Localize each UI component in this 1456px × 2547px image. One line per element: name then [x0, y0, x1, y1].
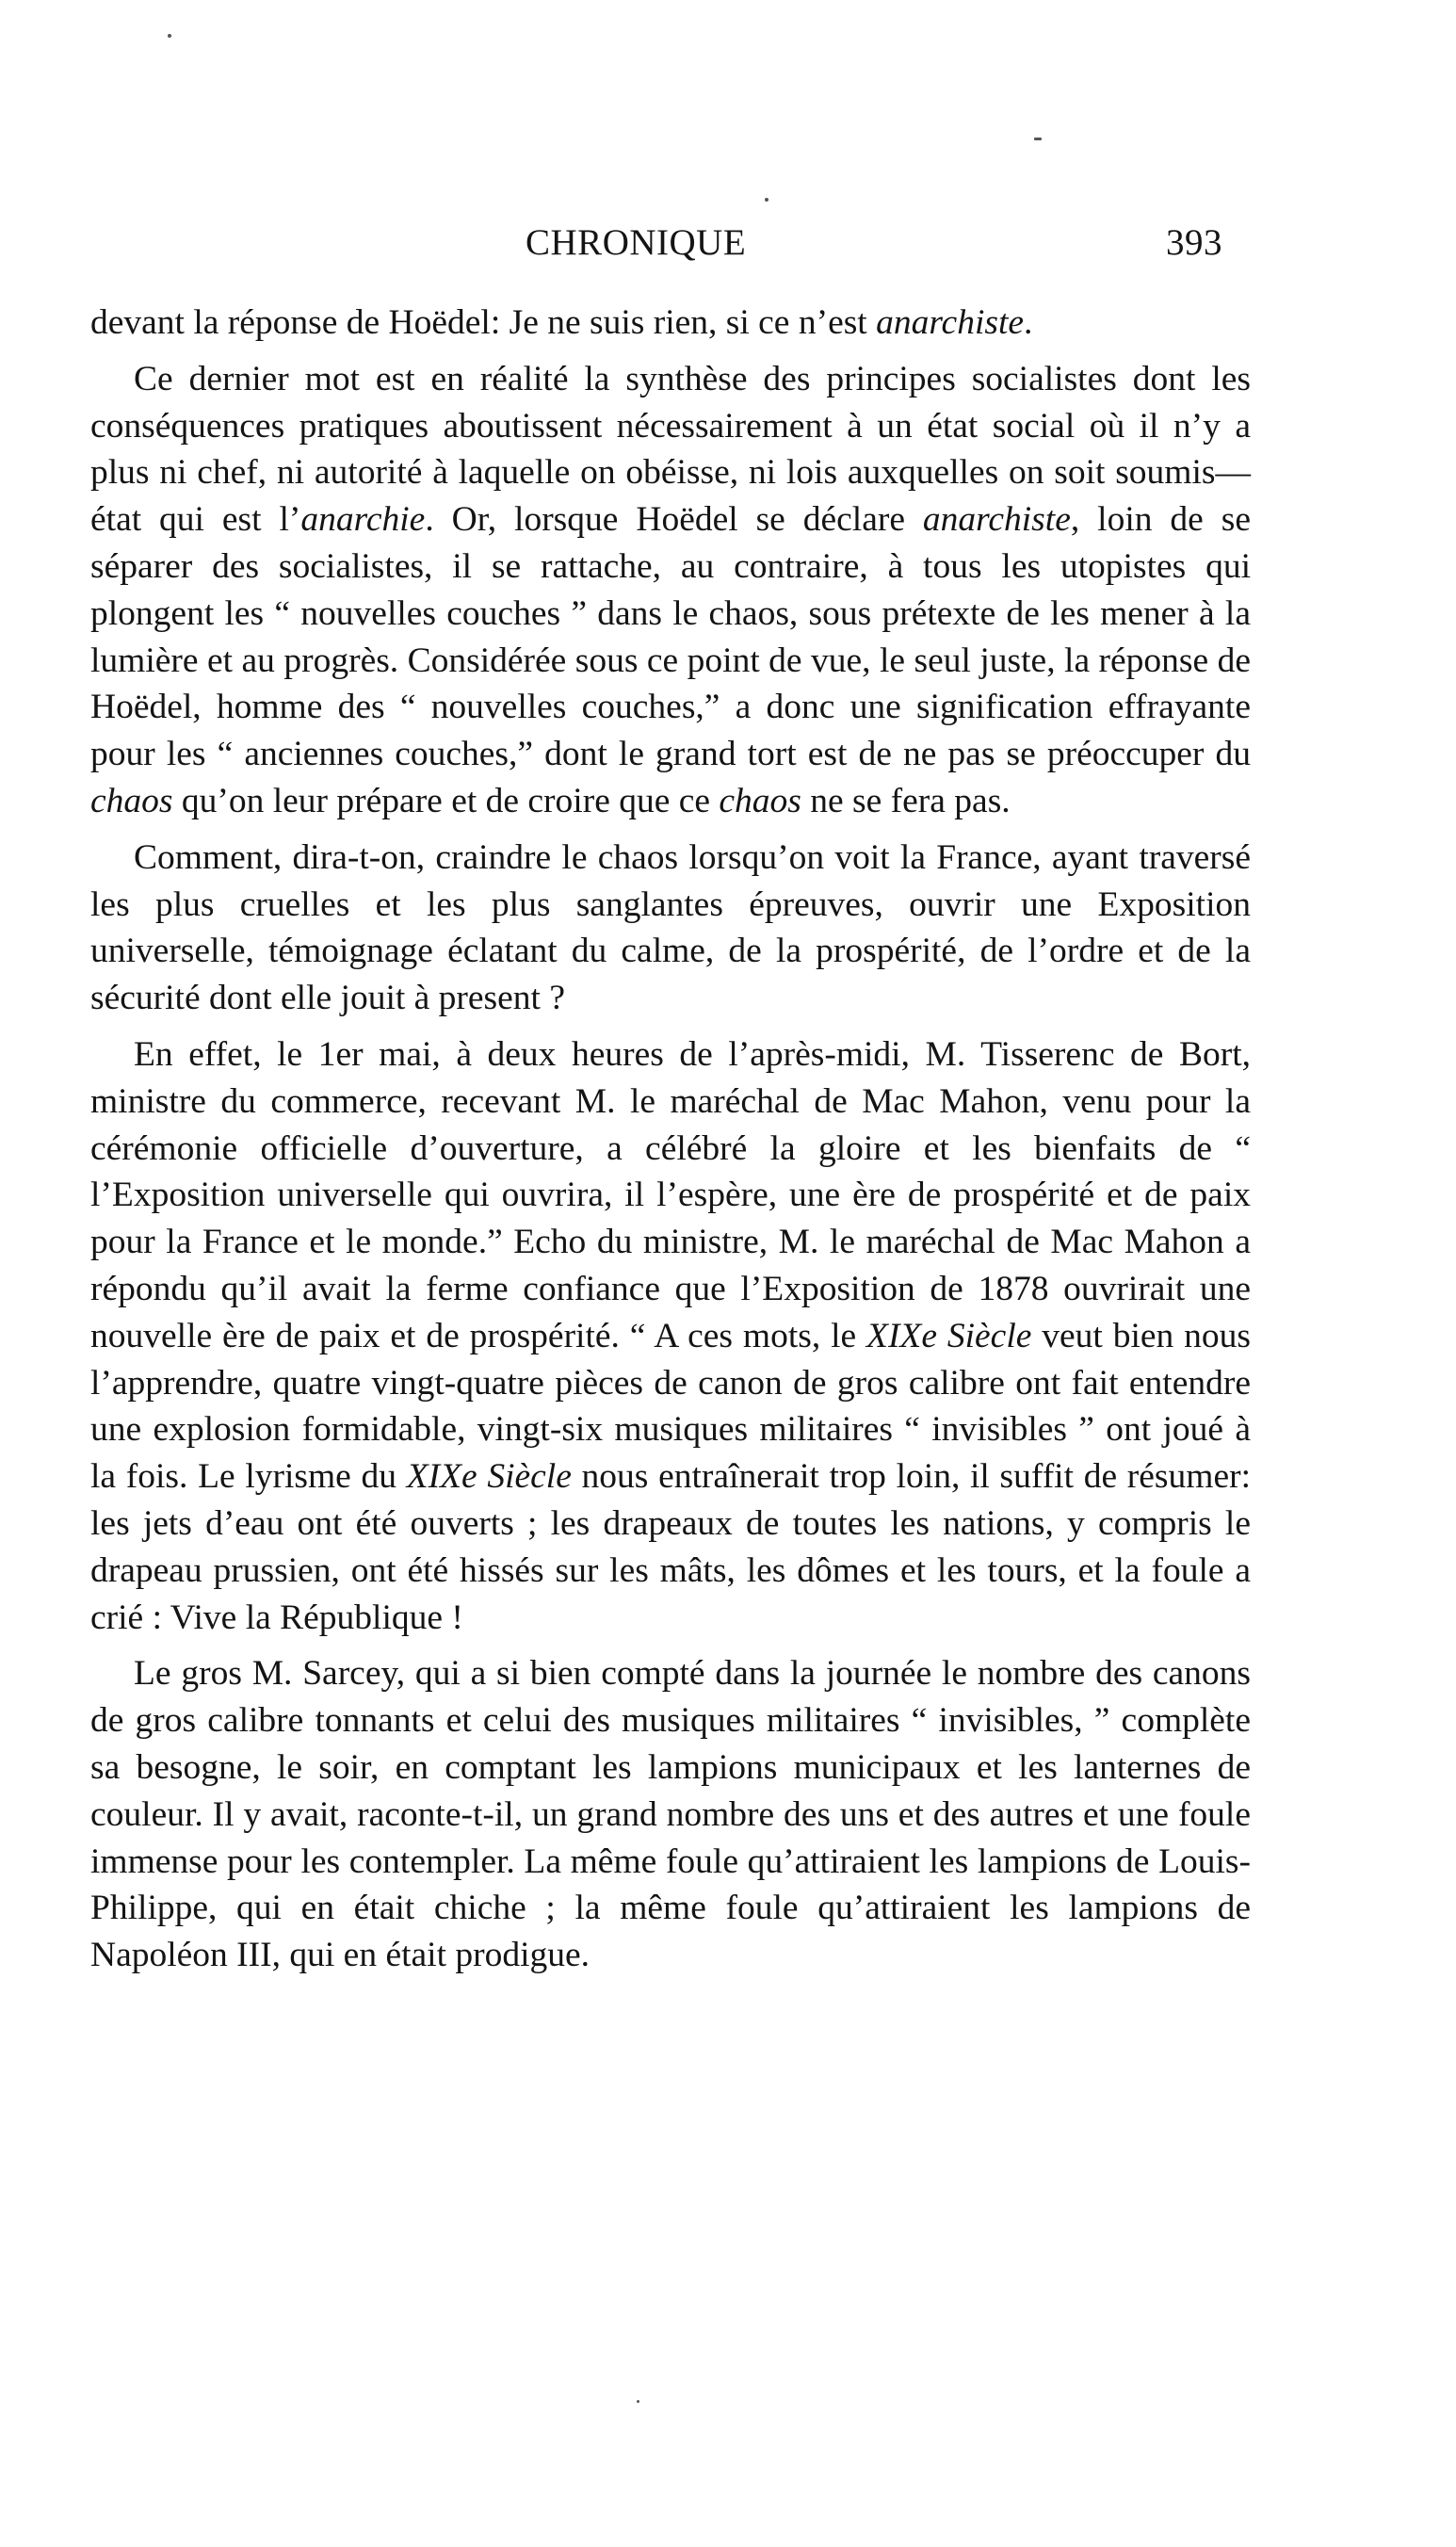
text-segment: ne se fera pas.	[801, 781, 1011, 820]
text-segment: veut bien nous l’apprendre, quatre vingt-quatre pièces de canon de gros calibre ont fait entendre une explosion formidable, vingt-six musiques militaires “ invisibles ” ont joué à la fois. Le lyrisme du	[90, 1316, 1251, 1497]
body-text	[90, 300, 1251, 1979]
speck	[765, 198, 768, 202]
italic-text: XIXe Siècle	[406, 1457, 572, 1497]
italic-text: chaos	[719, 781, 801, 820]
speck	[1034, 138, 1042, 140]
speck	[168, 34, 171, 38]
italic-text: anarchiste	[922, 500, 1071, 540]
text-segment: En effet, le 1er mai, à deux heures de l’après-midi, M. Tisserenc de Bort, ministre du commerce, recevant M. le maréchal de Mac Mahon, venu pour la cérémonie officielle d’ouverture, a célébré la gloire et les bienfaits de “ l’Exposition universelle qui ouvrira, il l’espère, une ère de prospérité et de paix pour la France et le monde.” Echo du ministre, M. le maréchal de Mac Mahon a répondu qu’il avait la ferme confiance que l’Exposition de 1878 ouvrirait une nouvelle ère de paix et de prospérité. “ A ces mots, le	[90, 1034, 1251, 1355]
paragraph	[90, 1031, 1251, 1641]
paragraph	[90, 300, 1251, 347]
text-segment: devant la réponse de Hoëdel: Je ne suis rien, si ce n’est	[90, 303, 877, 342]
italic-text: XIXe Siècle	[866, 1316, 1032, 1355]
text-segment: nous entraînerait trop loin, il suffit de résumer: les jets d’eau ont été ouverts ; les drapeaux de toutes les nations, y compris le drapeau prussien, ont été hissés sur les mâts, les dômes et les tours, et la foule a crié : Vive la République !	[90, 1457, 1251, 1637]
text-segment: . Or, lorsque Hoëdel se déclare	[425, 500, 923, 540]
text-segment: .	[1024, 303, 1033, 342]
text-segment: Comment, dira-t-on, craindre le chaos lorsqu’on voit la France, ayant traversé les plus cruelles et les plus sanglantes épreuves, ouvrir une Exposition universelle, témoignage éclatant du calme, de la prospérité, de l’ordre et de la sécurité dont elle jouit à present ?	[90, 837, 1251, 1018]
text-segment: Le gros M. Sarcey, qui a si bien compté dans la journée le nombre des canons de gros calibre tonnants et celui des musiques militaires “ invisibles, ” complète sa besogne, le soir, en comptant les lampions municipaux et les lanternes de couleur. Il y avait, raconte-t-il, un grand nombre des uns et des autres et une foule immense pour les contempler. La même foule qu’attiraient les lampions de Louis-Philippe, qui en était chiche ; la même foule qu’attiraient les lampions de Napoléon III, qui en était prodigue.	[90, 1654, 1251, 1975]
paragraph	[90, 356, 1251, 825]
italic-text: anarchie	[300, 500, 426, 540]
text-segment: qu’on leur prépare et de croire que ce	[172, 781, 720, 820]
running-title: CHRONIQUE	[526, 222, 747, 263]
text-segment: Ce dernier mot est en réalité la synthèse des principes socialistes dont les conséquences pratiques aboutissent nécessairement à un état social où il n’y a plus ni chef, ni autorité à laquelle on obéisse, ni lois auxquelles on soit soumis—état qui est l’	[90, 359, 1251, 540]
italic-text: chaos	[90, 781, 173, 820]
italic-text: anarchiste	[876, 303, 1025, 342]
text-segment: , loin de se séparer des socialistes, il se rattache, au contraire, à tous les utopistes qui plongent les “ nouvelles couches ” dans le chaos, sous prétexte de les mener à la lumière et au progrès. Considérée sous ce point de vue, le seul juste, la réponse de Hoëdel, homme des “ nouvelles couches,” a donc une signification effrayante pour les “ anciennes couches,” dont le grand tort est de ne pas se préoccuper du	[90, 500, 1251, 774]
paragraph	[90, 1650, 1251, 1979]
page-number: 393	[1166, 222, 1222, 263]
paragraph	[90, 835, 1251, 1022]
speck	[637, 2400, 639, 2403]
